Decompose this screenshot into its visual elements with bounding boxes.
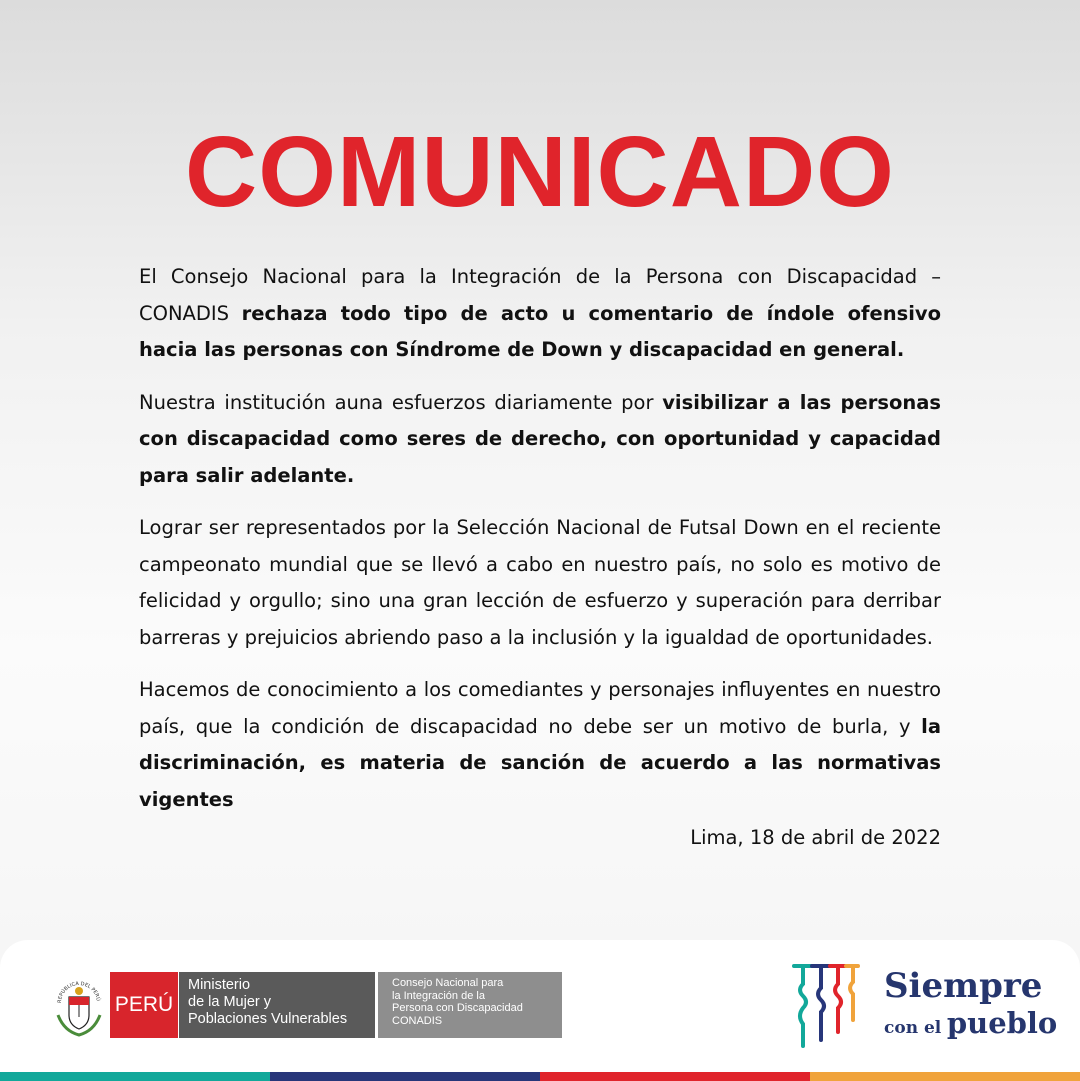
conadis-logo-box	[378, 972, 562, 1038]
slogan-line-2	[884, 1006, 1057, 1040]
council-line: Persona con Discapacidad	[392, 1002, 523, 1014]
text-run: El Consejo Nacional para la Integración de la Persona con Discapacidad – CONADIS	[139, 265, 941, 325]
page-title: COMUNICADO	[185, 116, 895, 228]
council-line: Consejo Nacional para	[392, 977, 504, 989]
paragraph	[139, 510, 941, 656]
council-line: CONADIS	[392, 1014, 443, 1027]
bold-text: visibilizar a las personas con discapacidad como seres de derecho, con oportunidad y capacidad para salir adelante.	[139, 390, 942, 487]
paragraph	[139, 259, 941, 369]
stripe	[540, 1072, 810, 1081]
peru-coat-of-arms-icon	[54, 975, 104, 1037]
paragraph	[139, 385, 941, 495]
ministry-line: de la Mujer y	[188, 994, 272, 1010]
council-line: la Integración de la	[392, 989, 485, 1002]
crest-text: REPÚBLICA DEL PERÚ	[56, 980, 101, 1004]
bold-text: rechaza todo tipo de acto u comentario de índole ofensivo hacia las personas con Síndrome de Down y discapacidad en general.	[139, 301, 942, 361]
statement-body	[139, 259, 941, 834]
stripe	[270, 1072, 540, 1081]
slogan-big: pueblo	[946, 1006, 1058, 1040]
color-stripes	[0, 1072, 1080, 1081]
bold-text: la discriminación, es materia de sanción de acuerdo a las normativas vigentes	[139, 714, 941, 811]
ministry-line: Poblaciones Vulnerables	[188, 1011, 348, 1027]
ministry-line: Ministerio	[188, 977, 251, 993]
date-line: Lima, 18 de abril de 2022	[690, 826, 941, 849]
slogan-line-1: Siempre	[884, 966, 1043, 1006]
stripe	[0, 1072, 270, 1081]
paragraph	[139, 672, 941, 818]
ministry-logo-box	[179, 972, 375, 1038]
peru-logo-box: PERÚ	[110, 972, 178, 1038]
slogan-small: con el	[884, 1018, 942, 1038]
text-run: Hacemos de conocimiento a los comediantes y personajes influyentes en nuestro país, que la condición de discapacidad no debe ser un motivo de burla, y	[139, 678, 941, 738]
stripe	[810, 1072, 1080, 1081]
siempre-con-el-pueblo-logo-icon	[790, 960, 860, 1052]
text-run: Lograr ser representados por la Selección Nacional de Futsal Down en el reciente campeonato mundial que se llevó a cabo en nuestro país, no solo es motivo de felicidad y orgullo; sino una gran lección de esfuerzo y superación para derribar barreras y prejuicios abriendo paso a la inclusión y la igualdad de oportunidades.	[139, 516, 941, 649]
text-run: Nuestra institución auna esfuerzos diariamente por	[139, 390, 663, 414]
